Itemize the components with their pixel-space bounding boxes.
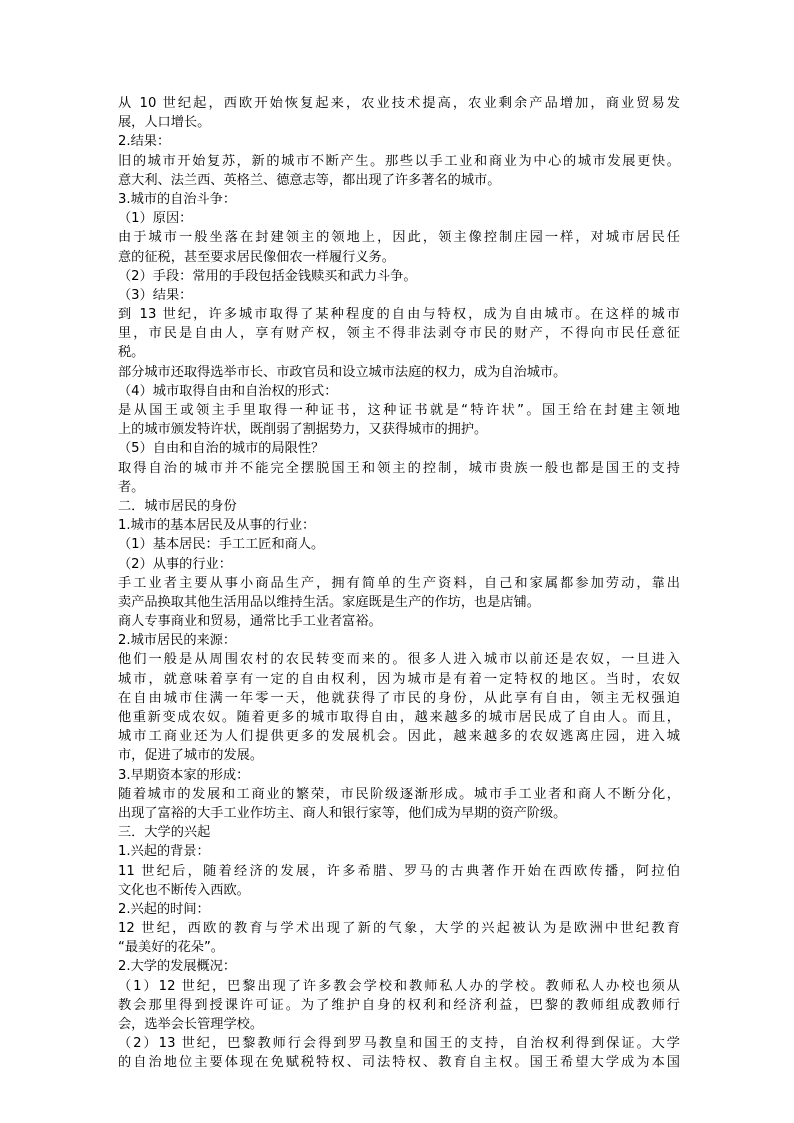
text-line: “最美好的花朵”。	[118, 940, 224, 956]
text-line: 1.城市的基本居民及从事的行业：	[118, 518, 316, 534]
text-line: 在自由城市住满一年零一天，他就获得了市民的身份，从此享有自由，领主无权强迫	[118, 690, 680, 706]
text-line: 意大利、法兰西、英格兰、德意志等，都出现了许多著名的城市。	[118, 172, 501, 188]
text-line: 随着城市的发展和工商业的繁荣，市民阶级逐渐形成。城市手工业者和商人不断分化，	[118, 786, 680, 802]
text-line: （2）从事的行业：	[118, 556, 232, 572]
text-line: 2.大学的发展概况：	[118, 959, 237, 975]
text-line: （2）手段：常用的手段包括金钱赎买和武力斗争。	[118, 268, 417, 284]
text-line: 二．城市居民的身份	[118, 498, 237, 514]
document-body	[118, 94, 680, 1073]
text-line: 2.城市居民的来源：	[118, 633, 237, 649]
text-line: 2.结果：	[118, 134, 171, 150]
text-line: 城市，就意味着享有一定的自由权利，因为城市是有着一定特权的地区。当时，农奴	[118, 671, 680, 687]
text-line: 上的城市颁发特许状，既削弱了割据势力，又获得城市的拥护。	[118, 422, 488, 438]
text-line: （4）城市取得自由和自治权的形式：	[118, 383, 338, 399]
text-line: 手工业者主要从事小商品生产，拥有简单的生产资料，自己和家属都参加劳动，靠出	[118, 575, 680, 591]
text-line: 展，人口增长。	[118, 115, 211, 131]
text-line: 三．大学的兴起	[118, 825, 211, 841]
text-line: 意的征税，甚至要求居民像佃农一样履行义务。	[118, 249, 395, 265]
text-line: 取得自治的城市并不能完全摆脱国王和领主的控制，城市贵族一般也都是国王的支持	[118, 460, 680, 476]
text-line: 市，促进了城市的发展。	[118, 748, 264, 764]
text-line: 的自治地位主要体现在免赋税特权、司法特权、教育自主权。国王希望大学成为本国	[118, 1055, 680, 1071]
text-line: 由于城市一般坐落在封建领主的领地上，因此，领主像控制庄园一样，对城市居民任	[118, 230, 680, 246]
text-line: 里，市民是自由人，享有财产权，领主不得非法剥夺市民的财产，不得向市民任意征	[118, 326, 680, 342]
text-line: 教会那里得到授课许可证。为了维护自身的权利和经济利益，巴黎的教师组成教师行	[118, 997, 680, 1013]
text-line: 商人专事商业和贸易，通常比手工业者富裕。	[118, 614, 382, 630]
text-line: 者。	[118, 479, 145, 495]
text-line: 12 世纪，西欧的教育与学术出现了新的气象，大学的兴起被认为是欧洲中世纪教育	[118, 921, 680, 937]
text-line: （1）原因：	[118, 211, 193, 227]
text-line: 从 10 世纪起，西欧开始恢复起来，农业技术提高，农业剩余产品增加，商业贸易发	[118, 96, 680, 111]
text-line: 会，选举会长管理学校。	[118, 1017, 264, 1032]
text-line: 2.兴起的时间：	[118, 901, 210, 917]
text-line: 3.早期资本家的形成：	[118, 767, 250, 783]
text-line: 他们一般是从周围农村的农民转变而来的。很多人进入城市以前还是农奴，一旦进入	[118, 652, 680, 668]
text-line: 到 13 世纪，许多城市取得了某种程度的自由与特权，成为自由城市。在这样的城市	[118, 307, 680, 323]
text-line: 旧的城市开始复苏，新的城市不断产生。那些以手工业和商业为中心的城市发展更快。	[118, 153, 680, 169]
text-line: 税。	[118, 345, 145, 361]
text-line: 卖产品换取其他生活用品以维持生活。家庭既是生产的作坊，也是店铺。	[118, 594, 540, 610]
text-line: （3）结果：	[118, 287, 193, 303]
text-line: 3.城市的自治斗争：	[118, 191, 237, 207]
text-line: 1.兴起的背景：	[118, 844, 210, 860]
text-line: 城市工商业还为人们提供更多的发展机会。因此，越来越多的农奴逃离庄园，进入城	[118, 729, 680, 745]
text-line: （5）自由和自治的城市的局限性？	[118, 441, 325, 457]
text-line: （2）13 世纪，巴黎教师行会得到罗马教皇和国王的支持，自治权利得到保证。大学	[118, 1036, 680, 1052]
text-line: （1）12 世纪，巴黎出现了许多教会学校和教师私人办的学校。教师私人办校也须从	[118, 978, 680, 994]
text-line: 部分城市还取得选举市长、市政官员和设立城市法庭的权力，成为自治城市。	[118, 364, 567, 380]
text-line: 是从国王或领主手里取得一种证书，这种证书就是“特许状”。国王给在封建主领地	[118, 403, 680, 418]
text-line: 他重新变成农奴。随着更多的城市取得自由，越来越多的城市居民成了自由人。而且，	[118, 710, 680, 725]
text-line: （1）基本居民：手工工匠和商人。	[118, 537, 325, 553]
text-line: 11 世纪后，随着经济的发展，许多希腊、罗马的古典著作开始在西欧传播，阿拉伯	[118, 863, 680, 879]
text-line: 文化也不断传入西欧。	[118, 882, 250, 898]
text-line: 出现了富裕的大手工业作坊主、商人和银行家等，他们成为早期的资产阶级。	[118, 805, 567, 821]
